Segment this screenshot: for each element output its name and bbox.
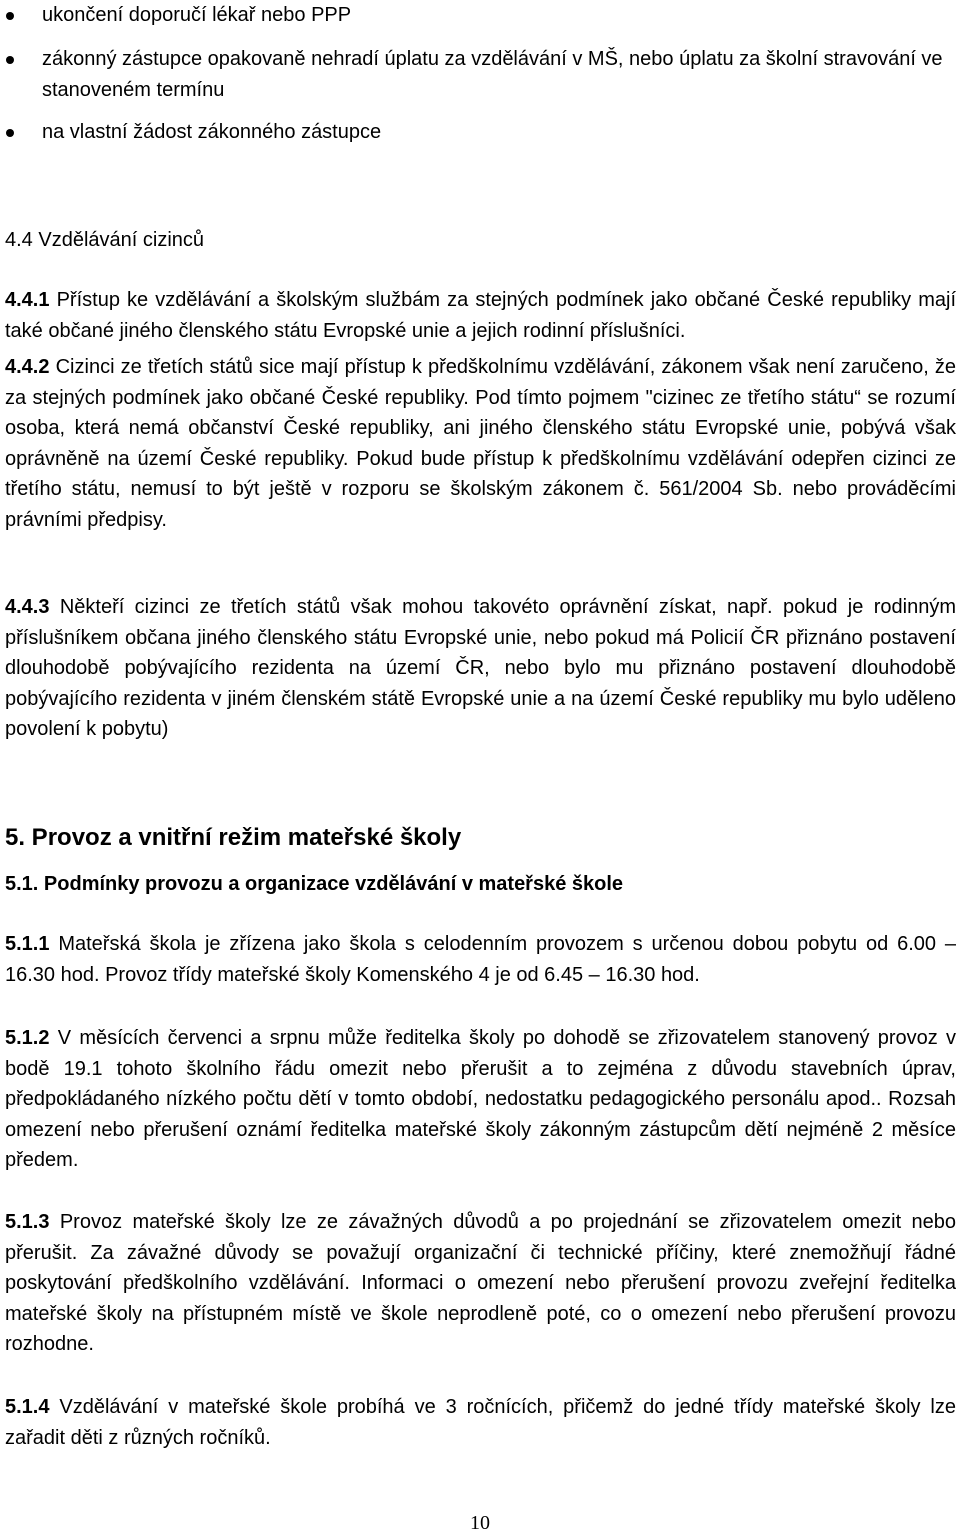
paragraph-number: 5.1.4 bbox=[5, 1396, 50, 1418]
bullet-icon bbox=[6, 56, 14, 64]
paragraph-number: 4.4.2 bbox=[5, 356, 50, 378]
paragraph-4-4-3 bbox=[5, 592, 956, 745]
paragraph-text: Provoz mateřské školy lze ze závažných důvodů a po projednání se zřizovatelem omezit nebo přerušit. Za závažné důvody se považují organizační či technické příčiny, které znemožňují řádné poskytování předškolního vzdělávání. Informaci o omezení nebo přerušení provozu zveřejní ředitelka mateřské školy na přístupném místě ve škole neprodleně poté, co o omezení nebo přerušení provozu rozhodne. bbox=[5, 1211, 956, 1355]
paragraph-number: 4.4.3 bbox=[5, 596, 50, 618]
section-heading-5-1: 5.1. Podmínky provozu a organizace vzdělávání v mateřské škole bbox=[5, 873, 624, 895]
bullet-icon bbox=[6, 12, 14, 20]
paragraph-4-4-2 bbox=[5, 352, 956, 535]
paragraph-text: Někteří cizinci ze třetích států však mohou takovéto oprávnění získat, např. pokud je rodinným příslušníkem občana jiného členského státu Evropské unie, nebo pokud má Policií ČR přiznáno postavení dlouhodobě pobývajícího rezidenta na území ČR, nebo bylo mu přiznáno postavení dlouhodobě pobývajícího rezidenta v jiném členském státě Evropské unie a na území České republiky mu bylo uděleno povolení k pobytu) bbox=[5, 596, 956, 740]
list-item: ukončení doporučí lékař nebo PPP bbox=[0, 0, 351, 31]
paragraph-text: Cizinci ze třetích států sice mají přístup k předškolnímu vzdělávání, zákonem však není zaručeno, že za stejných podmínek jako občané České republiky. Pod tímto pojmem "cizinec ze třetího státu“ se rozumí osoba, která nemá občanství České republiky, ani jiného členského státu Evropské unie, pobývá však oprávněně na území České republiky. Pokud bude přístup k předškolnímu vzdělávání odepřen cizinci ze třetího státu, nemusí to být ještě v rozporu se školským zákonem č. 561/2004 Sb. nebo prováděcími právními předpisy. bbox=[5, 356, 956, 531]
paragraph-number: 5.1.3 bbox=[5, 1211, 50, 1233]
list-item: na vlastní žádost zákonného zástupce bbox=[0, 117, 381, 148]
bullet-icon bbox=[6, 129, 14, 137]
list-item: zákonný zástupce opakovaně nehradí úplatu za vzdělávání v MŠ, nebo úplatu za školní stravování ve stanoveném termínu bbox=[0, 44, 960, 106]
paragraph-text: V měsících červenci a srpnu může ředitelka školy po dohodě se zřizovatelem stanovený provoz v bodě 19.1 tohoto školního řádu omezit nebo přerušit a to zejména z důvodu stavebních úprav, předpokládaného nízkého počtu dětí v tomto období, nedostatku pedagogického personálu apod.. Rozsah omezení nebo přerušení oznámí ředitelka mateřské školy zákonným zástupcům dětí nejméně 2 měsíce předem. bbox=[5, 1027, 956, 1171]
paragraph-number: 4.4.1 bbox=[5, 289, 50, 311]
paragraph-5-1-2 bbox=[5, 1023, 956, 1176]
page-number: 10 bbox=[470, 1512, 490, 1534]
paragraph-5-1-3 bbox=[5, 1207, 956, 1360]
paragraph-5-1-1 bbox=[5, 929, 956, 990]
paragraph-text: Mateřská škola je zřízena jako škola s celodenním provozem s určenou dobou pobytu od 6.00 – 16.30 hod. Provoz třídy mateřské školy Komenského 4 je od 6.45 – 16.30 hod. bbox=[5, 933, 956, 986]
section-heading-4-4: 4.4 Vzdělávání cizinců bbox=[5, 229, 205, 251]
paragraph-text: Přístup ke vzdělávání a školským službám za stejných podmínek jako občané České republiky mají také občané jiného členského státu Evropské unie a jejich rodinní příslušníci. bbox=[5, 289, 956, 342]
paragraph-number: 5.1.1 bbox=[5, 933, 50, 955]
paragraph-number: 5.1.2 bbox=[5, 1027, 50, 1049]
paragraph-4-4-1 bbox=[5, 285, 956, 346]
paragraph-text: Vzdělávání v mateřské škole probíhá ve 3 ročnících, přičemž do jedné třídy mateřské školy lze zařadit děti z různých ročníků. bbox=[5, 1396, 956, 1449]
chapter-heading-5: 5. Provoz a vnitřní režim mateřské školy bbox=[5, 824, 462, 851]
paragraph-5-1-4 bbox=[5, 1392, 956, 1453]
